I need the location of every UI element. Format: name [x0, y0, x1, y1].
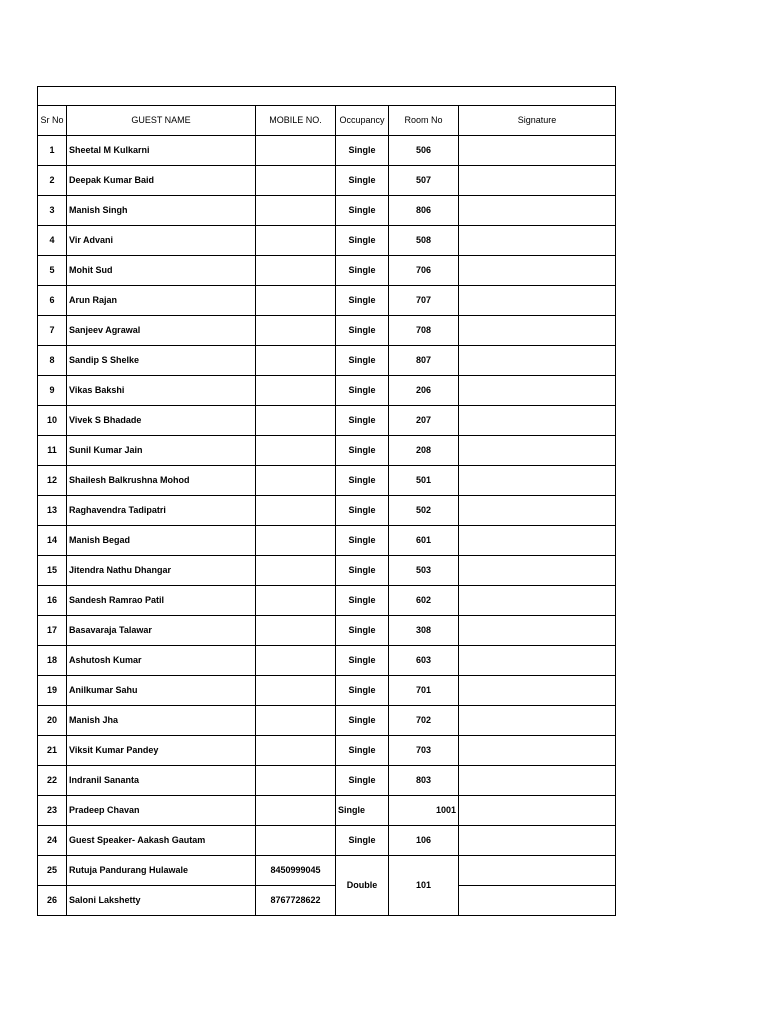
title-cell [38, 87, 616, 106]
signature-cell [459, 736, 616, 766]
sr-no-cell: 6 [38, 286, 67, 316]
guest-name-cell: Viksit Kumar Pandey [67, 736, 256, 766]
guest-name-cell: Raghavendra Tadipatri [67, 496, 256, 526]
occupancy-cell: Single [336, 376, 389, 406]
room-no-cell: 207 [389, 406, 459, 436]
signature-cell [459, 436, 616, 466]
mobile-cell [256, 406, 336, 436]
signature-cell [459, 496, 616, 526]
sr-no-cell: 26 [38, 886, 67, 916]
room-no-cell: 503 [389, 556, 459, 586]
table-row [38, 676, 616, 706]
sr-no-cell: 17 [38, 616, 67, 646]
table-row [38, 196, 616, 226]
occupancy-cell: Single [336, 256, 389, 286]
table-row [38, 496, 616, 526]
table-row [38, 886, 616, 916]
guest-name-cell: Indranil Sananta [67, 766, 256, 796]
occupancy-cell: Single [336, 796, 389, 826]
sr-no-cell: 14 [38, 526, 67, 556]
room-no-cell: 308 [389, 616, 459, 646]
table-row [38, 226, 616, 256]
table-row [38, 736, 616, 766]
occupancy-cell: Single [336, 436, 389, 466]
guest-name-cell: Sheetal M Kulkarni [67, 136, 256, 166]
guest-name-cell: Vikas Bakshi [67, 376, 256, 406]
sr-no-cell: 16 [38, 586, 67, 616]
occupancy-cell: Single [336, 466, 389, 496]
mobile-cell [256, 766, 336, 796]
signature-cell [459, 376, 616, 406]
mobile-cell [256, 196, 336, 226]
room-no-cell: 603 [389, 646, 459, 676]
room-no-cell: 707 [389, 286, 459, 316]
guest-name-cell: Manish Begad [67, 526, 256, 556]
sr-no-cell: 24 [38, 826, 67, 856]
signature-cell [459, 886, 616, 916]
table-row [38, 286, 616, 316]
table-row [38, 826, 616, 856]
occupancy-cell: Single [336, 616, 389, 646]
guest-name-cell: Jitendra Nathu Dhangar [67, 556, 256, 586]
sr-no-cell: 1 [38, 136, 67, 166]
mobile-cell [256, 166, 336, 196]
table-row [38, 586, 616, 616]
sr-no-cell: 4 [38, 226, 67, 256]
room-no-cell: 703 [389, 736, 459, 766]
signature-cell [459, 676, 616, 706]
header-guest-name: GUEST NAME [67, 106, 256, 136]
table-row [38, 166, 616, 196]
occupancy-cell: Single [336, 196, 389, 226]
occupancy-cell: Single [336, 136, 389, 166]
mobile-cell: 8767728622 [256, 886, 336, 916]
sr-no-cell: 20 [38, 706, 67, 736]
occupancy-cell: Single [336, 316, 389, 346]
header-signature: Signature [459, 106, 616, 136]
guest-name-cell: Arun Rajan [67, 286, 256, 316]
occupancy-cell: Single [336, 646, 389, 676]
signature-cell [459, 166, 616, 196]
occupancy-cell: Single [336, 556, 389, 586]
signature-cell [459, 286, 616, 316]
sr-no-cell: 5 [38, 256, 67, 286]
guest-name-cell: Vivek S Bhadade [67, 406, 256, 436]
table-row [38, 346, 616, 376]
table-row [38, 466, 616, 496]
room-no-cell: 101 [389, 856, 459, 916]
signature-cell [459, 316, 616, 346]
room-no-cell: 502 [389, 496, 459, 526]
guest-name-cell: Saloni Lakshetty [67, 886, 256, 916]
sr-no-cell: 23 [38, 796, 67, 826]
table-row [38, 706, 616, 736]
occupancy-cell: Single [336, 586, 389, 616]
table-header-row [38, 106, 616, 136]
occupancy-cell: Single [336, 286, 389, 316]
mobile-cell [256, 586, 336, 616]
occupancy-cell: Single [336, 226, 389, 256]
occupancy-cell: Single [336, 826, 389, 856]
sr-no-cell: 11 [38, 436, 67, 466]
guest-name-cell: Mohit Sud [67, 256, 256, 286]
header-mobile-no: MOBILE NO. [256, 106, 336, 136]
table-row [38, 556, 616, 586]
table-row [38, 316, 616, 346]
room-no-cell: 508 [389, 226, 459, 256]
sr-no-cell: 13 [38, 496, 67, 526]
mobile-cell [256, 496, 336, 526]
table-row [38, 796, 616, 826]
signature-cell [459, 616, 616, 646]
room-no-cell: 501 [389, 466, 459, 496]
mobile-cell [256, 796, 336, 826]
guest-name-cell: Shailesh Balkrushna Mohod [67, 466, 256, 496]
signature-cell [459, 526, 616, 556]
sr-no-cell: 2 [38, 166, 67, 196]
guest-name-cell: Manish Jha [67, 706, 256, 736]
sr-no-cell: 9 [38, 376, 67, 406]
signature-cell [459, 826, 616, 856]
occupancy-cell: Single [336, 526, 389, 556]
header-sr-no: Sr No [38, 106, 67, 136]
table-row [38, 766, 616, 796]
mobile-cell [256, 646, 336, 676]
guest-name-cell: Sandesh Ramrao Patil [67, 586, 256, 616]
signature-cell [459, 226, 616, 256]
mobile-cell [256, 676, 336, 706]
occupancy-cell: Single [336, 406, 389, 436]
table-body [38, 136, 616, 916]
room-no-cell: 602 [389, 586, 459, 616]
sr-no-cell: 7 [38, 316, 67, 346]
table-row [38, 616, 616, 646]
signature-cell [459, 796, 616, 826]
mobile-cell: 8450999045 [256, 856, 336, 886]
guest-name-cell: Basavaraja Talawar [67, 616, 256, 646]
signature-cell [459, 406, 616, 436]
occupancy-cell: Single [336, 676, 389, 706]
mobile-cell [256, 226, 336, 256]
room-no-cell: 507 [389, 166, 459, 196]
guest-name-cell: Sandip S Shelke [67, 346, 256, 376]
occupancy-cell: Single [336, 736, 389, 766]
sr-no-cell: 8 [38, 346, 67, 376]
signature-cell [459, 646, 616, 676]
mobile-cell [256, 706, 336, 736]
sr-no-cell: 12 [38, 466, 67, 496]
sr-no-cell: 15 [38, 556, 67, 586]
table-title-row [38, 87, 616, 106]
mobile-cell [256, 316, 336, 346]
occupancy-cell: Single [336, 346, 389, 376]
occupancy-cell: Single [336, 496, 389, 526]
mobile-cell [256, 346, 336, 376]
room-no-cell: 506 [389, 136, 459, 166]
table-row [38, 406, 616, 436]
mobile-cell [256, 826, 336, 856]
mobile-cell [256, 526, 336, 556]
signature-cell [459, 346, 616, 376]
sr-no-cell: 19 [38, 676, 67, 706]
guest-name-cell: Guest Speaker- Aakash Gautam [67, 826, 256, 856]
occupancy-cell: Double [336, 856, 389, 916]
room-no-cell: 701 [389, 676, 459, 706]
guest-register-table [37, 86, 616, 916]
room-no-cell: 206 [389, 376, 459, 406]
mobile-cell [256, 136, 336, 166]
room-no-cell: 706 [389, 256, 459, 286]
mobile-cell [256, 376, 336, 406]
mobile-cell [256, 556, 336, 586]
signature-cell [459, 706, 616, 736]
mobile-cell [256, 256, 336, 286]
table-row [38, 436, 616, 466]
signature-cell [459, 466, 616, 496]
signature-cell [459, 196, 616, 226]
room-no-cell: 106 [389, 826, 459, 856]
table-row [38, 526, 616, 556]
signature-cell [459, 556, 616, 586]
guest-name-cell: Deepak Kumar Baid [67, 166, 256, 196]
guest-name-cell: Rutuja Pandurang Hulawale [67, 856, 256, 886]
signature-cell [459, 766, 616, 796]
guest-name-cell: Anilkumar Sahu [67, 676, 256, 706]
sr-no-cell: 25 [38, 856, 67, 886]
guest-name-cell: Pradeep Chavan [67, 796, 256, 826]
sr-no-cell: 21 [38, 736, 67, 766]
table-row [38, 136, 616, 166]
occupancy-cell: Single [336, 706, 389, 736]
guest-name-cell: Ashutosh Kumar [67, 646, 256, 676]
room-no-cell: 708 [389, 316, 459, 346]
sr-no-cell: 18 [38, 646, 67, 676]
table-row [38, 256, 616, 286]
guest-name-cell: Vir Advani [67, 226, 256, 256]
sr-no-cell: 3 [38, 196, 67, 226]
signature-cell [459, 256, 616, 286]
room-no-cell: 1001 [389, 796, 459, 826]
guest-name-cell: Sanjeev Agrawal [67, 316, 256, 346]
occupancy-cell: Single [336, 766, 389, 796]
room-no-cell: 208 [389, 436, 459, 466]
signature-cell [459, 136, 616, 166]
sr-no-cell: 22 [38, 766, 67, 796]
occupancy-cell: Single [336, 166, 389, 196]
mobile-cell [256, 466, 336, 496]
signature-cell [459, 856, 616, 886]
table-row [38, 646, 616, 676]
room-no-cell: 806 [389, 196, 459, 226]
mobile-cell [256, 436, 336, 466]
guest-name-cell: Manish Singh [67, 196, 256, 226]
mobile-cell [256, 286, 336, 316]
mobile-cell [256, 736, 336, 766]
room-no-cell: 601 [389, 526, 459, 556]
room-no-cell: 702 [389, 706, 459, 736]
header-occupancy: Occupancy [336, 106, 389, 136]
room-no-cell: 803 [389, 766, 459, 796]
room-no-cell: 807 [389, 346, 459, 376]
mobile-cell [256, 616, 336, 646]
table-row [38, 856, 616, 886]
sr-no-cell: 10 [38, 406, 67, 436]
signature-cell [459, 586, 616, 616]
table-row [38, 376, 616, 406]
guest-name-cell: Sunil Kumar Jain [67, 436, 256, 466]
header-room-no: Room No [389, 106, 459, 136]
